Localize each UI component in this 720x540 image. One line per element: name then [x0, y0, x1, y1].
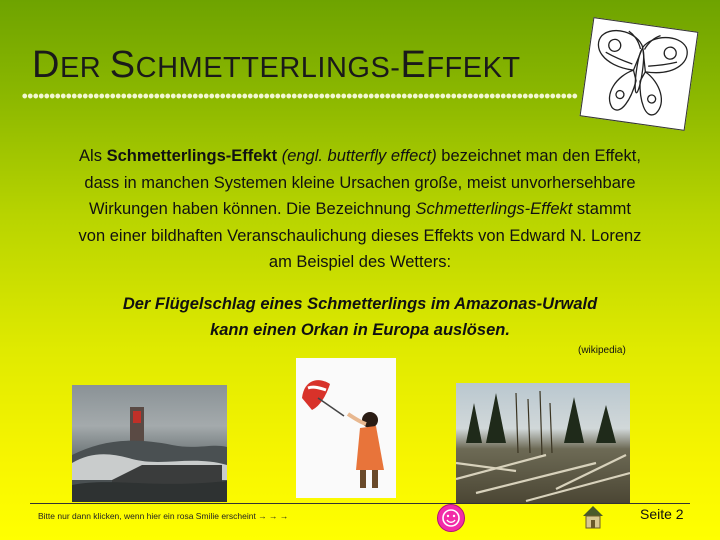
source-citation: (wikipedia): [578, 345, 626, 356]
home-icon[interactable]: [582, 505, 604, 529]
title-part: CHMETTERLINGS-: [135, 52, 401, 84]
footer-hint-text: Bitte nur dann klicken, wenn hier ein rosa Smilie erscheint: [38, 511, 256, 521]
text-run: bezeichnet man den Effekt, dass in manchen Systemen kleine Ursachen große, meist unvorhersehbare Wirkungen haben können. Die Bezeichnung: [84, 147, 641, 218]
butterfly-illustration: [580, 17, 699, 131]
dotted-divider: [22, 92, 578, 100]
title-part: FFEKT: [426, 52, 521, 84]
term-italic: Schmetterlings-Effekt: [415, 200, 573, 218]
quote-line-2: kann einen Orkan in Europa auslösen.: [210, 321, 510, 339]
slide-title: [32, 44, 521, 87]
photo-umbrella-wind: [296, 358, 396, 498]
quote-line-1: Der Flügelschlag eines Schmetterlings im Amazonas-Urwald: [122, 295, 598, 313]
arrow-icons: → → →: [258, 511, 289, 521]
title-part: E: [400, 44, 427, 86]
term-bold: Schmetterlings-Effekt: [106, 147, 278, 165]
smiley-icon[interactable]: [437, 504, 465, 532]
title-part: ER: [59, 52, 110, 84]
english-term: (engl. butterfly effect): [281, 147, 437, 165]
photo-storm-coast: [72, 385, 227, 502]
lorenz-quote: [76, 291, 644, 343]
title-part: S: [109, 44, 136, 86]
photo-storm-forest: [456, 383, 630, 503]
intro-paragraph: [76, 143, 644, 276]
page-number: Seite 2: [640, 506, 684, 522]
footer-hint: [38, 511, 288, 521]
text-run: Als: [79, 147, 107, 165]
text-run: stammt von einer bildhaften Veranschaulichung dieses Effekts von Edward N. Lorenz am Beispiel des Wetters:: [78, 200, 642, 271]
title-part: D: [32, 44, 60, 86]
footer-divider: [30, 503, 690, 504]
